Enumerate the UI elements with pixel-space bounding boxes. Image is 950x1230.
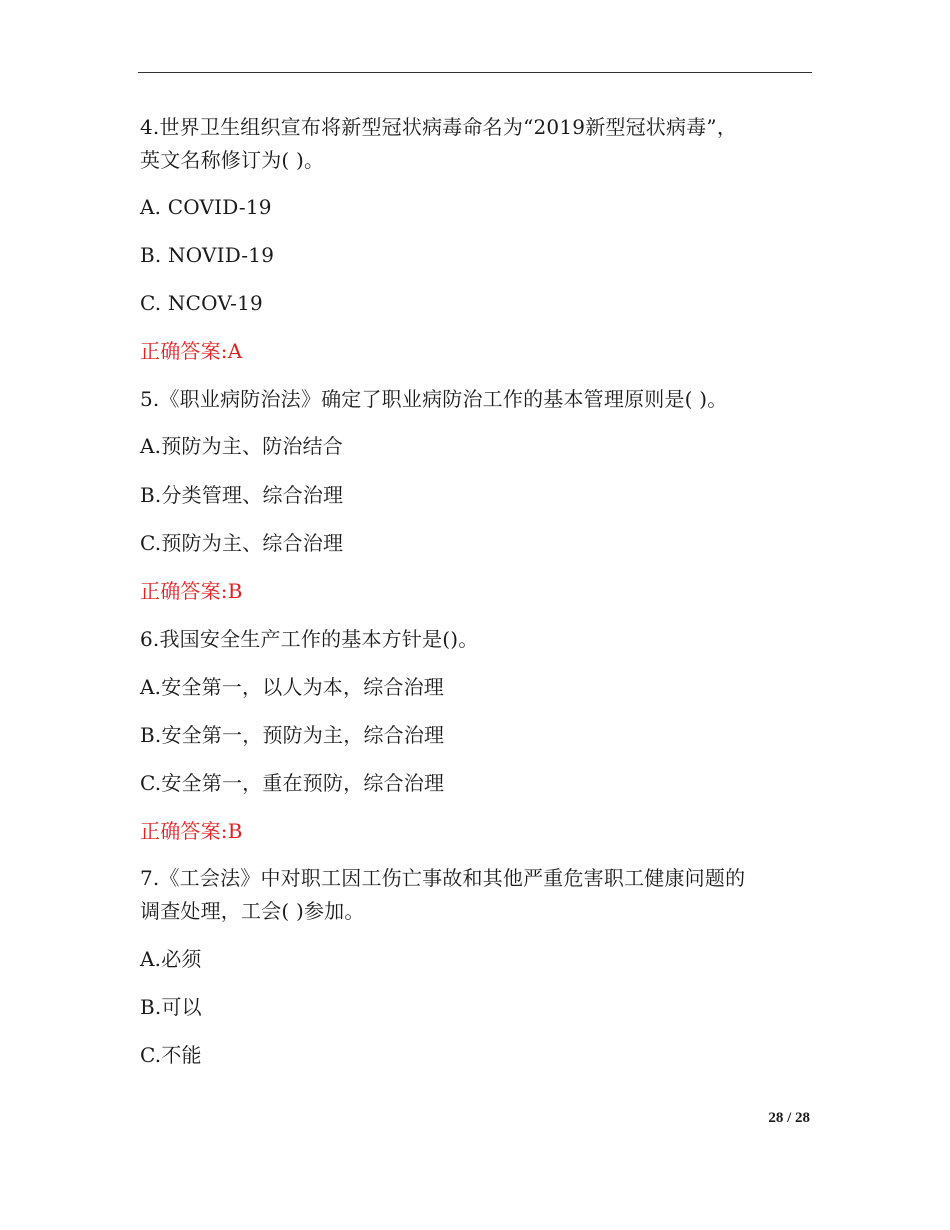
question-4-option-a: A. COVID-19 — [140, 195, 272, 219]
question-7-option-b: B.可以 — [140, 995, 202, 1019]
question-6-option-a: A.安全第一，以人为本，综合治理 — [140, 675, 445, 699]
question-7-option-c: C.不能 — [140, 1043, 202, 1067]
question-6-stem-line-1: 6.我国安全生产工作的基本方针是()。 — [140, 627, 479, 651]
question-6-option-b: B.安全第一，预防为主，综合治理 — [140, 723, 445, 747]
page-number: 28 / 28 — [768, 1110, 810, 1126]
question-6-option-c: C.安全第一，重在预防，综合治理 — [140, 771, 445, 795]
question-5-stem-line-1: 5.《职业病防治法》确定了职业病防治工作的基本管理原则是( )。 — [140, 387, 728, 411]
question-4-answer: 正确答案:A — [140, 339, 243, 363]
question-5-option-a: A.预防为主、防治结合 — [140, 434, 344, 458]
question-5-option-c: C.预防为主、综合治理 — [140, 531, 344, 555]
header-rule — [138, 72, 812, 73]
question-7-stem-line-2: 调查处理，工会( )参加。 — [140, 899, 365, 923]
question-4-stem-line-2: 英文名称修订为( )。 — [140, 148, 325, 172]
question-5-option-b: B.分类管理、综合治理 — [140, 483, 344, 507]
question-7-stem-line-1: 7.《工会法》中对职工因工伤亡事故和其他严重危害职工健康问题的 — [140, 866, 746, 890]
question-5-answer: 正确答案:B — [140, 579, 243, 603]
question-4-option-c: C. NCOV-19 — [140, 291, 263, 315]
question-6-answer: 正确答案:B — [140, 819, 243, 843]
question-4-option-b: B. NOVID-19 — [140, 243, 275, 267]
question-7-option-a: A.必须 — [140, 947, 202, 971]
question-4-stem-line-1: 4.世界卫生组织宣布将新型冠状病毒命名为“2019新型冠状病毒”， — [140, 115, 738, 139]
